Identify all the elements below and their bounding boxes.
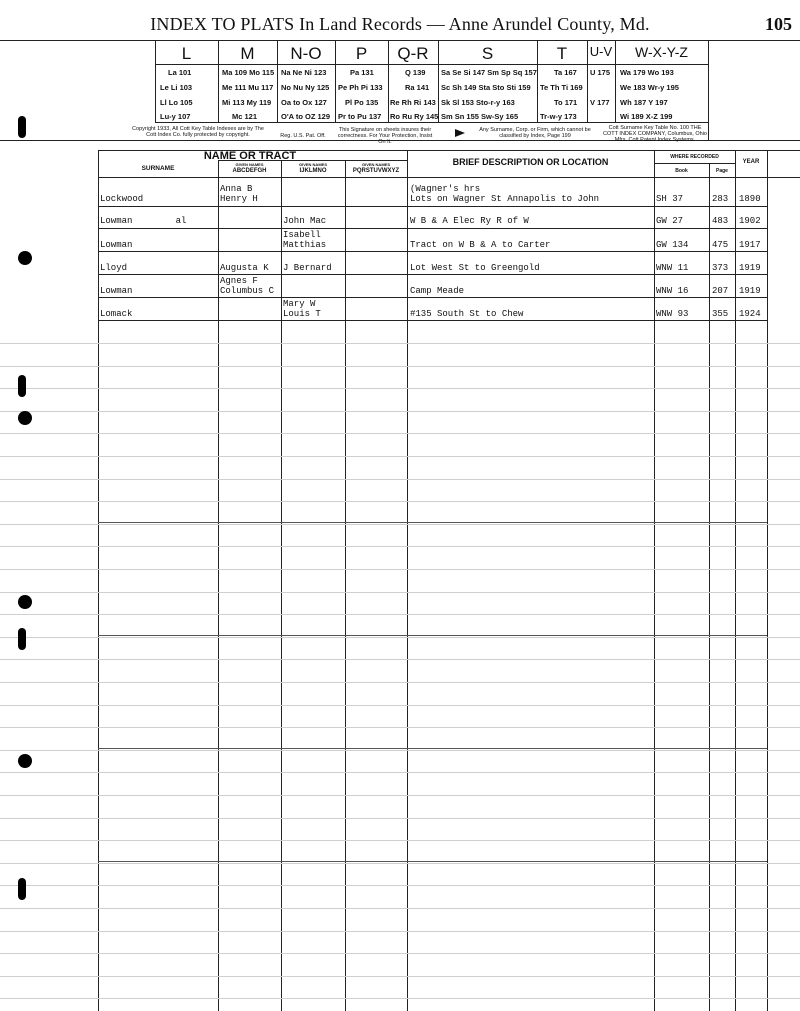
row-rule <box>0 501 800 502</box>
row-rule <box>0 659 800 660</box>
row-rule <box>98 228 767 229</box>
row-rule <box>0 976 800 977</box>
row-rule <box>0 388 800 389</box>
key-cell: Sm Sn 155 Sw-Sy 165 <box>441 112 519 121</box>
row-rule <box>0 614 800 615</box>
col-border <box>98 150 99 1011</box>
key-cell: Ra 141 <box>405 83 430 92</box>
letter-L: L <box>181 44 192 63</box>
page-cell: 283 <box>712 194 729 204</box>
key-cell: Wi 189 X-Z 199 <box>620 112 673 121</box>
binder-round-hole <box>18 595 32 609</box>
key-cell: Mc 121 <box>232 112 258 121</box>
given-names-cell: Isabell Matthias <box>283 230 327 250</box>
row-rule <box>0 885 800 886</box>
key-cell: Ta 167 <box>554 68 577 77</box>
page-number: 105 <box>765 14 792 34</box>
where-recorded-rule <box>654 163 735 164</box>
key-letter-rule <box>155 64 708 65</box>
given-names-i-o-heading: IJKLMNO <box>299 168 327 174</box>
key-cell: We 183 Wr-y 195 <box>620 83 679 92</box>
surname-cell: Lloyd <box>100 263 128 273</box>
given-names-cell: John Mac <box>283 216 327 226</box>
key-divider <box>708 40 709 140</box>
company-notice: Cott Surname Key Table No. 100 THE COTT INDEX COMPANY, Columbus, Ohio Mfrs. Cott Patent Index Systems. <box>603 125 707 143</box>
row-rule <box>0 411 800 412</box>
row-rule <box>0 931 800 932</box>
row-rule <box>0 818 800 819</box>
year-cell: 1919 <box>739 263 761 273</box>
surname-cell: Lomack <box>100 309 133 319</box>
key-cell: Tr-w-y 173 <box>540 112 577 121</box>
page-cell: 373 <box>712 263 729 273</box>
pointing-hand-icon <box>455 129 465 137</box>
letter-U-V: U-V <box>589 44 613 59</box>
binder-slot-hole <box>18 116 26 138</box>
row-rule <box>0 433 800 434</box>
book-cell: WNW 16 <box>656 286 689 296</box>
binder-round-hole <box>18 754 32 768</box>
book-cell: SH 37 <box>656 194 684 204</box>
row-rule <box>0 637 800 638</box>
grid-header-rule <box>98 177 800 178</box>
section-rule <box>98 635 767 636</box>
page-title: INDEX TO PLATS In Land Records — Anne Arundel County, Md. <box>150 14 650 34</box>
row-rule <box>98 320 767 321</box>
key-cell: V 177 <box>590 98 610 107</box>
key-cell: Sk Sl 153 Sto-r-y 163 <box>441 98 515 107</box>
key-cell: U 175 <box>590 68 611 77</box>
col-border <box>654 150 655 1011</box>
key-cell: Lu-y 107 <box>160 112 191 121</box>
row-rule <box>0 795 800 796</box>
given-names-label: GIVEN NAMES <box>235 162 264 167</box>
given-names-cell: Anna B Henry H <box>220 184 258 204</box>
key-cell: Ll Lo 105 <box>160 98 193 107</box>
row-rule <box>0 772 800 773</box>
key-cell: Re Rh Ri 143 <box>390 98 436 107</box>
letter-M: M <box>240 44 255 63</box>
page-cell: 475 <box>712 240 729 250</box>
letter-Q-R: Q-R <box>397 44 429 63</box>
row-rule <box>0 479 800 480</box>
binder-round-hole <box>18 251 32 265</box>
key-cell: Ro Ru Ry 145 <box>390 112 439 121</box>
copyright-notice: Copyright 1933, All Cott Key Table Indexes are by The Cott Index Co. fully protected by copyright. <box>132 126 264 138</box>
binder-slot-hole <box>18 375 26 397</box>
given-names-label: GIVEN NAMES <box>361 162 390 167</box>
key-cell: Pe Ph Pi 133 <box>338 83 383 92</box>
page-cell: 207 <box>712 286 729 296</box>
letter-N-O: N-O <box>290 44 322 63</box>
col-border <box>407 150 408 1011</box>
section-rule <box>98 748 767 749</box>
key-cell: Pr to Pu 137 <box>338 112 382 121</box>
row-rule <box>0 524 800 525</box>
description-cell: Tract on W B & A to Carter <box>410 240 551 250</box>
key-cell: No Nu Ny 125 <box>281 83 330 92</box>
section-rule <box>98 522 767 523</box>
row-rule <box>0 727 800 728</box>
col-border <box>281 160 282 1011</box>
col-border <box>767 150 768 1011</box>
key-cell: Q 139 <box>405 68 426 77</box>
row-rule <box>98 274 767 275</box>
row-rule <box>0 366 800 367</box>
given-names-label: GIVEN NAMES <box>298 162 327 167</box>
col-border <box>735 150 736 1011</box>
given-names-p-z-heading: PQRSTUVWXYZ <box>352 168 400 174</box>
key-cell: La 101 <box>168 68 192 77</box>
year-cell: 1919 <box>739 286 761 296</box>
description-cell: Lot West St to Greengold <box>410 263 540 273</box>
given-names-cell: Mary W Louis T <box>283 299 321 319</box>
given-names-a-h-heading: ABCDEFGH <box>232 168 267 174</box>
surname-cell: Lowman al <box>100 216 187 226</box>
key-top-rule <box>0 40 800 41</box>
row-rule <box>0 750 800 751</box>
year-cell: 1902 <box>739 216 761 226</box>
key-cell: Pl Po 135 <box>345 98 379 107</box>
year-cell: 1917 <box>739 240 761 250</box>
binder-slot-hole <box>18 878 26 900</box>
key-cell: O'A to OZ 129 <box>281 112 331 121</box>
given-names-cell: Augusta K <box>220 263 269 273</box>
row-rule <box>0 546 800 547</box>
key-cell: Mi 113 My 119 <box>222 98 272 107</box>
year-heading: YEAR <box>742 159 760 165</box>
surname-cell: Lockwood <box>100 194 144 204</box>
binder-round-hole <box>18 411 32 425</box>
row-rule <box>98 251 767 252</box>
description-cell: Camp Meade <box>410 286 465 296</box>
page-heading: Page <box>716 168 728 174</box>
key-cell: Ma 109 Mo 115 <box>222 68 275 77</box>
key-cell: Pa 131 <box>350 68 374 77</box>
key-cell: Te Th Ti 169 <box>540 83 583 92</box>
col-border <box>345 160 346 1011</box>
key-cell: Le Li 103 <box>160 83 193 92</box>
surname-heading: SURNAME <box>141 165 175 172</box>
row-rule <box>0 682 800 683</box>
row-rule <box>0 840 800 841</box>
book-cell: WNW 93 <box>656 309 689 319</box>
description-heading: BRIEF DESCRIPTION OR LOCATION <box>452 157 609 167</box>
row-rule <box>0 953 800 954</box>
given-names-cell: Agnes F Columbus C <box>220 276 275 296</box>
page-cell: 355 <box>712 309 729 319</box>
key-cell: Sa Se Si 147 Sm Sp Sq 157 <box>441 68 537 77</box>
letter-W-X-Y-Z: W-X-Y-Z <box>635 44 688 60</box>
key-cell: Me 111 Mu 117 <box>222 83 274 92</box>
classify-notice: Any Surname, Corp. or Firm, which cannot be classified by Index, Page 199 <box>479 127 591 139</box>
description-cell: W B & A Elec Ry R of W <box>410 216 529 226</box>
book-cell: GW 134 <box>656 240 689 250</box>
surname-cell: Lowman <box>100 286 133 296</box>
key-cell: Wa 179 Wo 193 <box>620 68 674 77</box>
key-cell: Sc Sh 149 Sta Sto Sti 159 <box>441 83 531 92</box>
row-rule <box>98 206 767 207</box>
book-cell: GW 27 <box>656 216 684 226</box>
section-rule <box>98 861 767 862</box>
row-rule <box>0 863 800 864</box>
trademark-note: Reg. U.S. Pat. Off. <box>280 133 326 139</box>
row-rule <box>0 592 800 593</box>
letter-S: S <box>481 44 494 63</box>
col-border <box>709 163 710 1011</box>
col-border <box>218 160 219 1011</box>
year-cell: 1924 <box>739 309 761 319</box>
given-names-cell: J Bernard <box>283 263 332 273</box>
year-cell: 1890 <box>739 194 761 204</box>
key-cell: Oa to Ox 127 <box>281 98 327 107</box>
letter-P: P <box>355 44 368 63</box>
description-cell: (Wagner's hrs Lots on Wagner St Annapolis to John <box>410 184 600 204</box>
key-cell: To 171 <box>554 98 578 107</box>
row-rule <box>0 908 800 909</box>
binder-slot-hole <box>18 628 26 650</box>
key-bottom-rule <box>155 122 708 123</box>
row-rule <box>0 343 800 344</box>
protection-notice: This Signature on sheets insures their correctness. For Your Protection, Insist On It. <box>337 127 433 145</box>
description-cell: #135 South St to Chew <box>410 309 524 319</box>
where-recorded-heading: WHERE RECORDED <box>670 154 719 160</box>
row-rule <box>98 297 767 298</box>
book-heading: Book <box>675 168 688 174</box>
row-rule <box>0 705 800 706</box>
name-or-tract-heading: NAME OR TRACT <box>203 150 297 162</box>
letter-T: T <box>556 44 568 63</box>
surname-cell: Lowman <box>100 240 133 250</box>
row-rule <box>0 456 800 457</box>
key-cell: Na Ne Ni 123 <box>281 68 327 77</box>
row-rule <box>0 998 800 999</box>
page-cell: 483 <box>712 216 729 226</box>
key-cell: Wh 187 Y 197 <box>620 98 668 107</box>
book-cell: WNW 11 <box>656 263 689 273</box>
row-rule <box>0 569 800 570</box>
